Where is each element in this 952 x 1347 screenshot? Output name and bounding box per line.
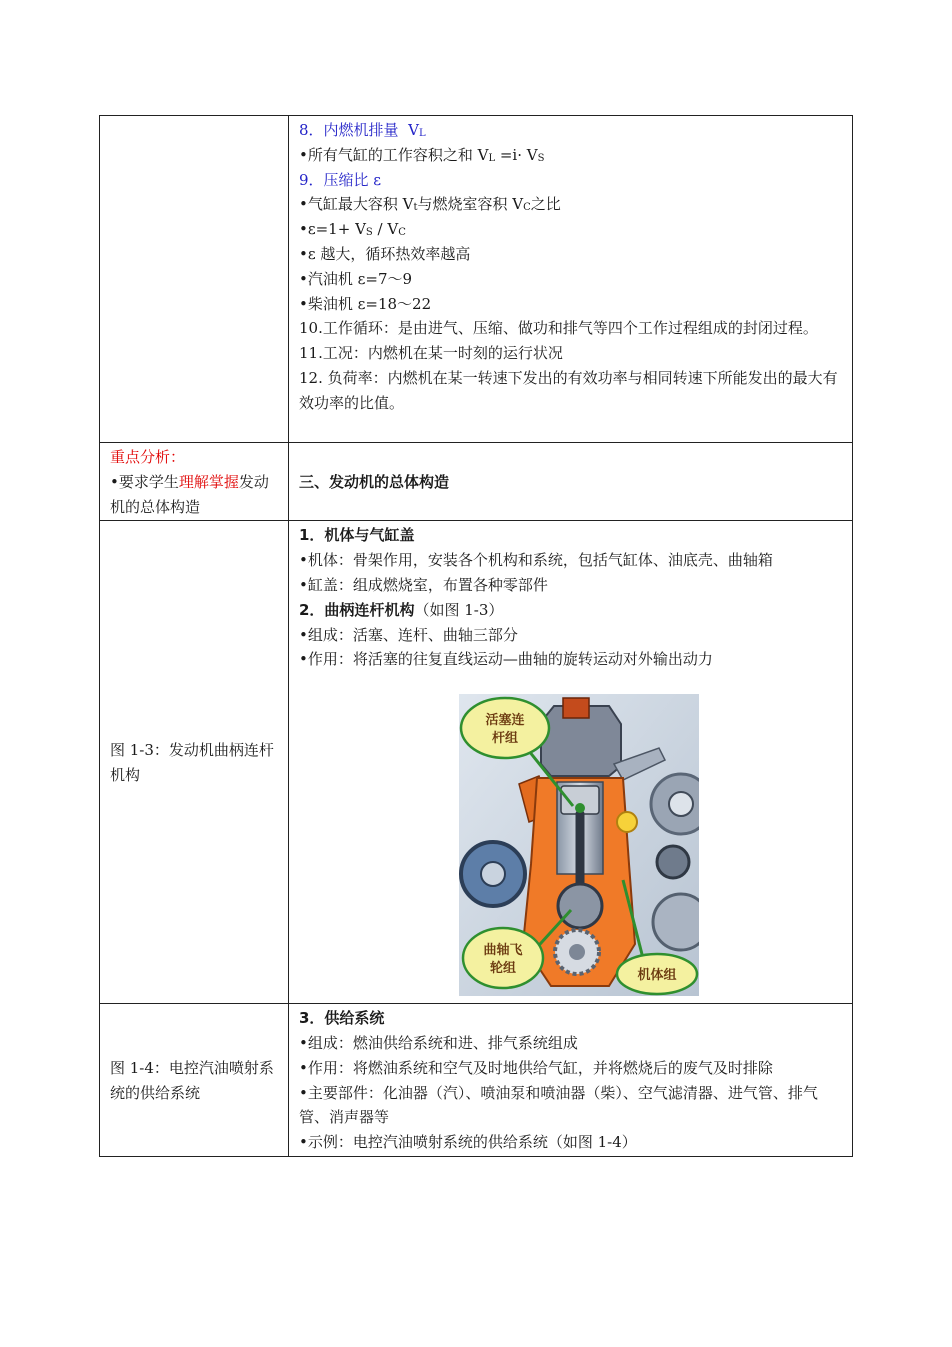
item8-symbol-sub: L (418, 128, 426, 139)
lower-pulley (653, 894, 699, 950)
item8-def-sub1: L (488, 152, 496, 164)
item9-line3: •ε 越大，循环热效率越高 (299, 244, 471, 263)
callout-piston-line1: 活塞连 (485, 713, 525, 729)
idler-pulley (657, 846, 689, 878)
row3-right (289, 521, 853, 1004)
supply-bullet-1: •组成：燃油供给系统和进、排气系统组成 (299, 1033, 578, 1052)
supply-bullet-2: •作用：将燃油系统和空气及时地供给气缸，并将燃烧后的废气及时排除 (299, 1058, 773, 1077)
row-definitions (100, 116, 853, 443)
item8-title (299, 118, 846, 143)
callout-bubble-crank (463, 928, 543, 988)
section-heading: 三、发动机的总体构造 (299, 472, 450, 491)
item9-l2-pre: •ε=1+ V (299, 220, 366, 239)
callout-crank-line2: 轮组 (489, 961, 517, 977)
row2-left (100, 443, 289, 521)
row-supply-system (100, 1004, 853, 1157)
crank-bullet-2: •作用：将活塞的往复直线运动—曲轴的旋转运动对外输出动力 (299, 650, 713, 669)
item10-text: 10.工作循环：是由进气、压缩、做功和排气等四个工作过程组成的封闭过程。 (299, 319, 818, 338)
row3-left (100, 521, 289, 1004)
item8-symbol: V (408, 121, 419, 139)
crankshaft (558, 884, 602, 928)
engine-illustration (459, 694, 699, 996)
item9-l1-mid: 与燃烧室容积 V (417, 195, 524, 214)
item8-def-mid: =i· V (495, 145, 538, 164)
left-pulley-hub (481, 862, 505, 886)
crank-bullet-1: •组成：活塞、连杆、曲轴三部分 (299, 625, 518, 644)
figure-1-3-caption: 图 1-3：发动机曲柄连杆机构 (110, 740, 274, 784)
key-analysis-pre: •要求学生 (110, 472, 179, 491)
item9-l2-sub2: C (398, 227, 406, 239)
callout-bubble-piston (461, 698, 549, 758)
camshaft-cover (563, 698, 589, 718)
row-key-analysis (100, 443, 853, 521)
callout-piston-line2: 杆组 (491, 731, 519, 747)
item9-line1 (299, 192, 846, 217)
row2-right (289, 443, 853, 521)
item9-l1-sub1: t (413, 202, 418, 214)
block-bullet-2: •缸盖：组成燃烧室，布置各种零部件 (299, 575, 548, 594)
row4-right (289, 1004, 853, 1157)
key-analysis-text (110, 470, 282, 520)
row1-left-empty (100, 116, 289, 443)
item8-def-pre: •所有气缸的工作容积之和 V (299, 145, 489, 164)
supply-bullet-3: •主要部件：化油器（汽）、喷油泵和喷油器（柴）、空气滤清器、进气管、排气管、消声器等 (299, 1083, 818, 1127)
callout-block-label: 机体组 (637, 968, 677, 984)
figure-1-4-caption: 图 1-4：电控汽油喷射系统的供给系统 (110, 1058, 274, 1102)
item9-l1-post: 之比 (530, 195, 561, 214)
crank-heading-rest: （如图 1-3） (414, 600, 504, 619)
item9-line4: •汽油机 ε=7～9 (299, 269, 413, 288)
item11-text: 11.工况：内燃机在某一时刻的运行状况 (299, 344, 563, 363)
key-analysis-highlight: 理解掌握 (178, 472, 239, 491)
item9-l1-sub2: C (523, 202, 531, 214)
oil-filter (617, 812, 637, 832)
key-analysis-post: 发动机的总体构造 (110, 472, 269, 516)
supply-bullet-4: •示例：电控汽油喷射系统的供给系统（如图 1-4） (299, 1133, 637, 1152)
crank-heading-bold: 2．曲柄连杆机构 (299, 600, 415, 619)
item9-l2-mid: / V (372, 220, 399, 239)
item9-line2 (299, 217, 846, 242)
callout-crank-line1: 曲轴飞 (483, 943, 523, 959)
h-block-head: 1．机体与气缸盖 (299, 526, 415, 545)
item9-l2-sub1: S (365, 227, 373, 239)
piston-pin (575, 803, 585, 813)
flywheel-hub (569, 944, 585, 960)
item9-l1-pre: •气缸最大容积 V (299, 195, 414, 214)
item9-title: 9．压缩比 ε (299, 170, 382, 189)
engine-figure (459, 694, 699, 996)
crank-heading (299, 598, 846, 623)
block-bullet-1: •机体：骨架作用，安装各个机构和系统，包括气缸体、油底壳、曲轴箱 (299, 551, 773, 570)
alternator-hub (669, 792, 693, 816)
item8-definition (299, 143, 846, 168)
supply-heading: 3．供给系统 (299, 1009, 385, 1028)
item12-text: 12. 负荷率：内燃机在某一转速下发出的有效功率与相同转速下所能发出的最大有效功率的比值。 (299, 368, 838, 412)
item8-title-text: 8．内燃机排量 (299, 121, 399, 139)
row4-left (100, 1004, 289, 1157)
document-table (99, 115, 853, 1157)
key-analysis-title: 重点分析： (110, 448, 186, 466)
row-crank-mechanism (100, 521, 853, 1004)
item8-def-sub2: S (537, 152, 545, 164)
row1-right (289, 116, 853, 443)
item9-line5: •柴油机 ε=18～22 (299, 294, 432, 313)
